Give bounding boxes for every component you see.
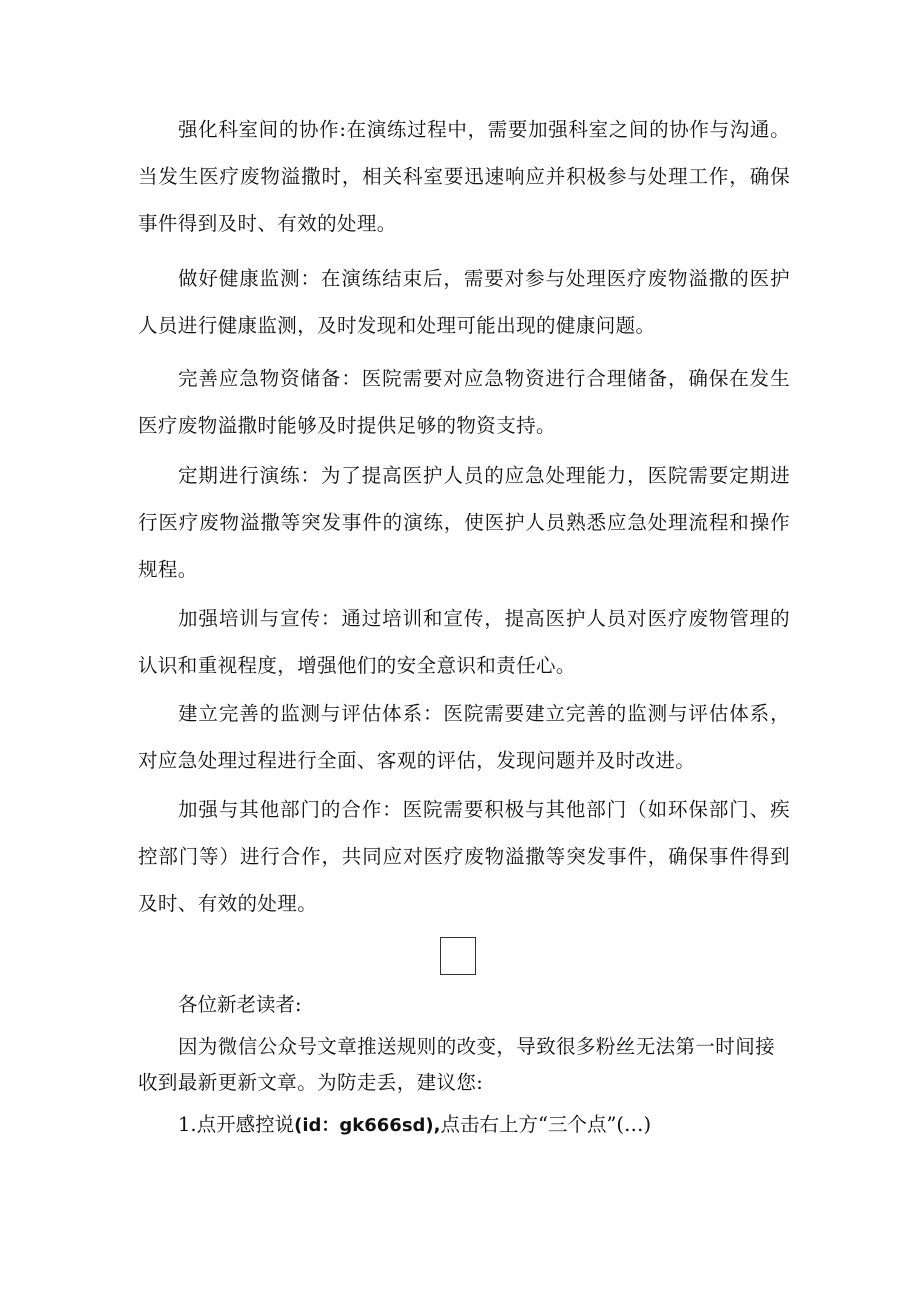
paragraph-monitoring-evaluation: 建立完善的监测与评估体系：医院需要建立完善的监测与评估体系，对应急处理过程进行全面、客观的评估，发现问题并及时改进。 — [138, 702, 790, 772]
paragraph-training-publicity: 加强培训与宣传：通过培训和宣传，提高医护人员对医疗废物管理的认识和重视程度，增强他们的安全意识和责任心。 — [138, 607, 790, 677]
reader-greeting: 各位新老读者: — [178, 993, 302, 1016]
reader-notice-body: 因为微信公众号文章推送规则的改变，导致很多粉丝无法第一时间接收到最新更新文章。为防走丢，建议您: — [138, 1035, 776, 1094]
paragraph-collaboration: 强化科室间的协作:在演练过程中，需要加强科室之间的协作与沟通。当发生医疗废物溢撒时，相关科室要迅速响应并积极参与处理工作，确保事件得到及时、有效的处理。 — [138, 118, 790, 235]
step-1-suffix: 点击右上方“三个点”(…) — [440, 1113, 652, 1136]
paragraph-emergency-supplies: 完善应急物资储备：医院需要对应急物资进行合理储备，确保在发生医疗废物溢撒时能够及时提供足够的物资支持。 — [138, 367, 790, 437]
empty-box-icon — [440, 937, 476, 975]
paragraph-interdepartment-cooperation: 加强与其他部门的合作：医院需要积极与其他部门（如环保部门、疾控部门等）进行合作，共同应对医疗废物溢撒等突发事件，确保事件得到及时、有效的处理。 — [138, 798, 790, 915]
step-1-prefix: 1.点开感控说 — [178, 1113, 295, 1136]
step-1-account-id: (id：gk666sd), — [294, 1115, 441, 1136]
reader-step-1 — [178, 1105, 651, 1146]
paragraph-regular-drills: 定期进行演练：为了提高医护人员的应急处理能力，医院需要定期进行医疗废物溢撒等突发事件的演练，使医护人员熟悉应急处理流程和操作规程。 — [138, 464, 790, 581]
paragraph-health-monitoring: 做好健康监测：在演练结束后，需要对参与处理医疗废物溢撒的医护人员进行健康监测，及时发现和处理可能出现的健康问题。 — [138, 267, 790, 337]
